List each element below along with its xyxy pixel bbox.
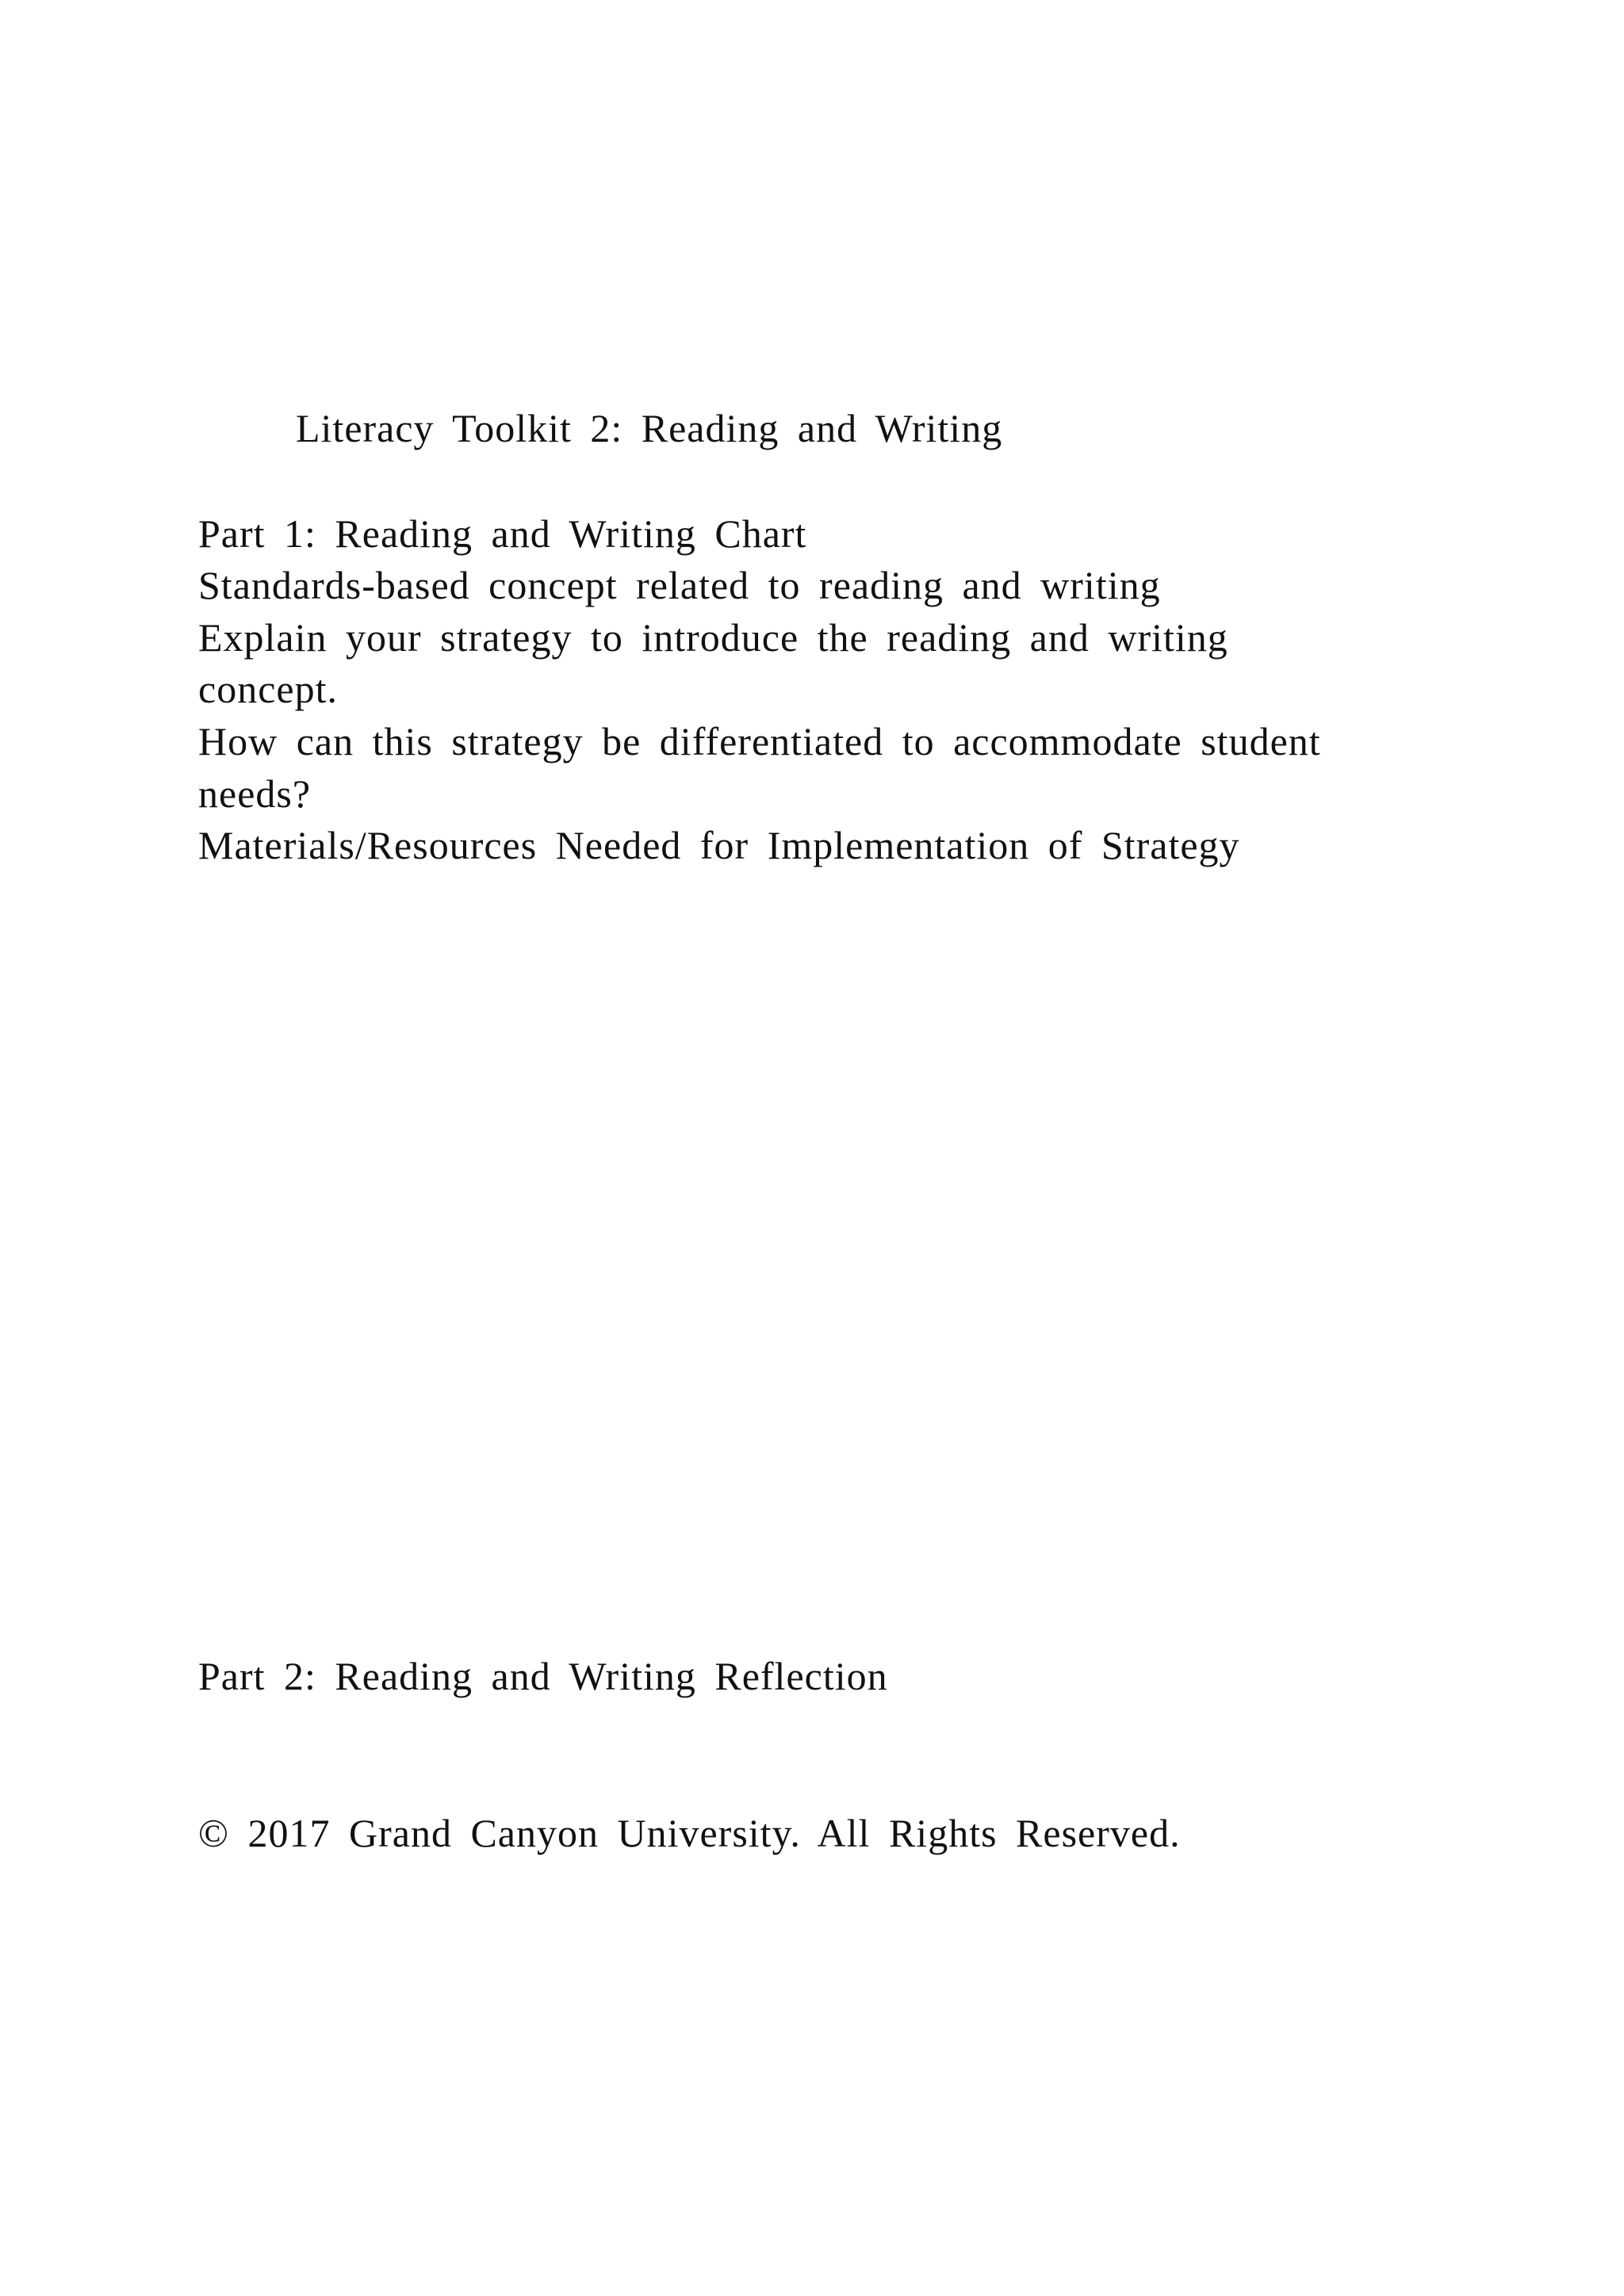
chart-row-concept: Standards-based concept related to reading and writing (198, 563, 1161, 607)
chart-row-strategy: Explain your strategy to introduce the reading and writing (198, 615, 1228, 660)
chart-row-differentiation: How can this strategy be differentiated to accommodate student (198, 719, 1321, 763)
copyright-footer: © 2017 Grand Canyon University. All Rights Reserved. (198, 1811, 1181, 1855)
part1-heading: Part 1: Reading and Writing Chart (198, 511, 807, 556)
document-title: Literacy Toolkit 2: Reading and Writing (296, 406, 1003, 450)
chart-row-strategy-cont: concept. (198, 667, 338, 711)
chart-row-differentiation-cont: needs? (198, 771, 312, 816)
chart-row-materials: Materials/Resources Needed for Implementation of Strategy (198, 823, 1240, 867)
part2-heading: Part 2: Reading and Writing Reflection (198, 1654, 888, 1698)
